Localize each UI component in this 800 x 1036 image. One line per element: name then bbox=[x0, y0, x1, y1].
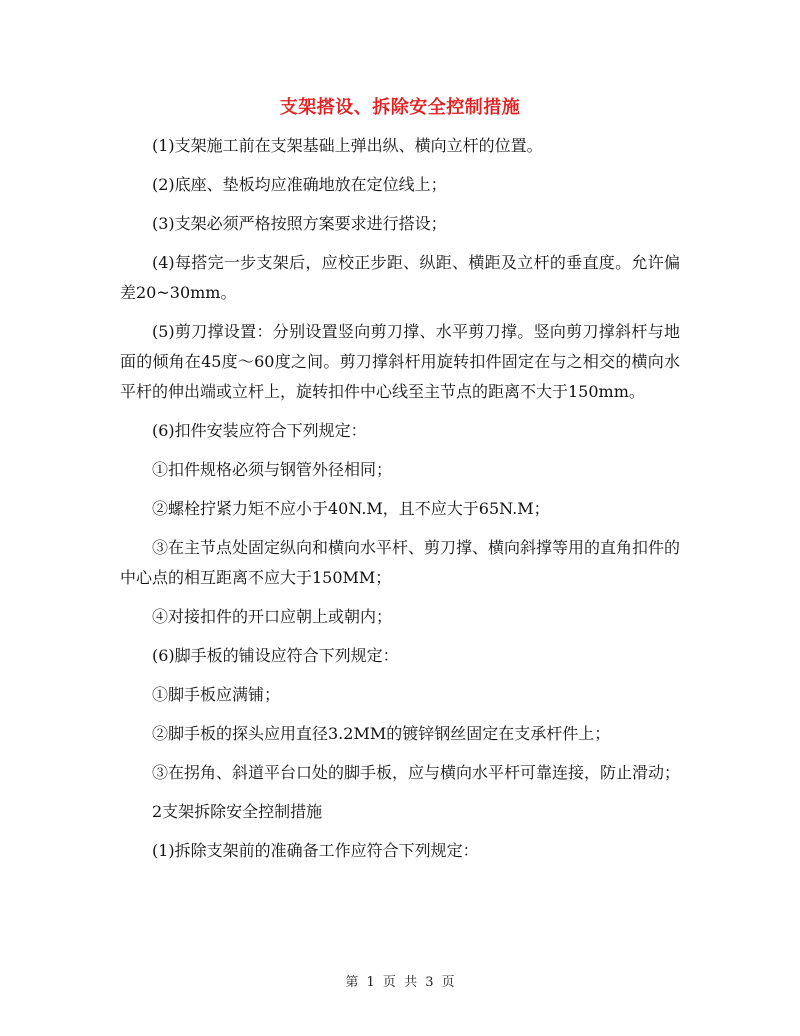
paragraph-4: (4)每搭完一步支架后，应校正步距、纵距、横距及立杆的垂直度。允许偏差20~30mm。 bbox=[120, 253, 680, 302]
footer-total-label: 共 bbox=[404, 975, 418, 990]
footer-current-page: 1 bbox=[366, 975, 375, 990]
paragraph-15: 2支架拆除安全控制措施 bbox=[152, 802, 323, 821]
footer-total-pages: 3 bbox=[425, 975, 434, 990]
paragraph-3: (3)支架必须严格按照方案要求进行搭设； bbox=[152, 214, 447, 233]
paragraph-5: (5)剪刀撑设置：分别设置竖向剪刀撑、水平剪刀撑。竖向剪刀撑斜杆与地面的倾角在45度～60度之间。剪刀撑斜杆用旋转扣件固定在与之相交的横向水平杆的伸出端或立杆上，旋转扣件中心线至主节点的距离不大于150mm。 bbox=[120, 322, 680, 401]
footer-page-unit: 页 bbox=[382, 975, 396, 990]
paragraph-10: ④对接扣件的开口应朝上或朝内； bbox=[152, 607, 393, 626]
paragraph-12: ①脚手板应满铺； bbox=[152, 685, 281, 704]
paragraph-8: ②螺栓拧紧力矩不应小于40N.M，且不应大于65N.M； bbox=[152, 499, 550, 518]
paragraph-6: (6)扣件安装应符合下列规定： bbox=[152, 421, 367, 440]
paragraph-14: ③在拐角、斜道平台口处的脚手板，应与横向水平杆可靠连接，防止滑动； bbox=[152, 763, 681, 782]
paragraph-2: (2)底座、垫板均应准确地放在定位线上； bbox=[152, 175, 447, 194]
paragraph-7: ①扣件规格必须与钢管外径相同； bbox=[152, 460, 393, 479]
paragraph-9: ③在主节点处固定纵向和横向水平杆、剪刀撑、横向斜撑等用的直角扣件的中心点的相互距离不应大于150MM； bbox=[120, 538, 681, 587]
page-footer bbox=[0, 971, 800, 990]
paragraph-13: ②脚手板的探头应用直径3.2MM的镀锌钢丝固定在支承杆件上； bbox=[152, 724, 611, 743]
paragraph-11: (6)脚手板的铺设应符合下列规定： bbox=[152, 646, 399, 665]
document-title: 支架搭设、拆除安全控制措施 bbox=[279, 97, 521, 118]
paragraph-16: (1)拆除支架前的准确备工作应符合下列规定： bbox=[152, 841, 479, 860]
paragraph-1: (1)支架施工前在支架基础上弹出纵、横向立杆的位置。 bbox=[152, 136, 543, 155]
footer-total-unit: 页 bbox=[441, 975, 455, 990]
footer-page-label: 第 bbox=[345, 975, 359, 990]
document-body bbox=[120, 131, 680, 866]
